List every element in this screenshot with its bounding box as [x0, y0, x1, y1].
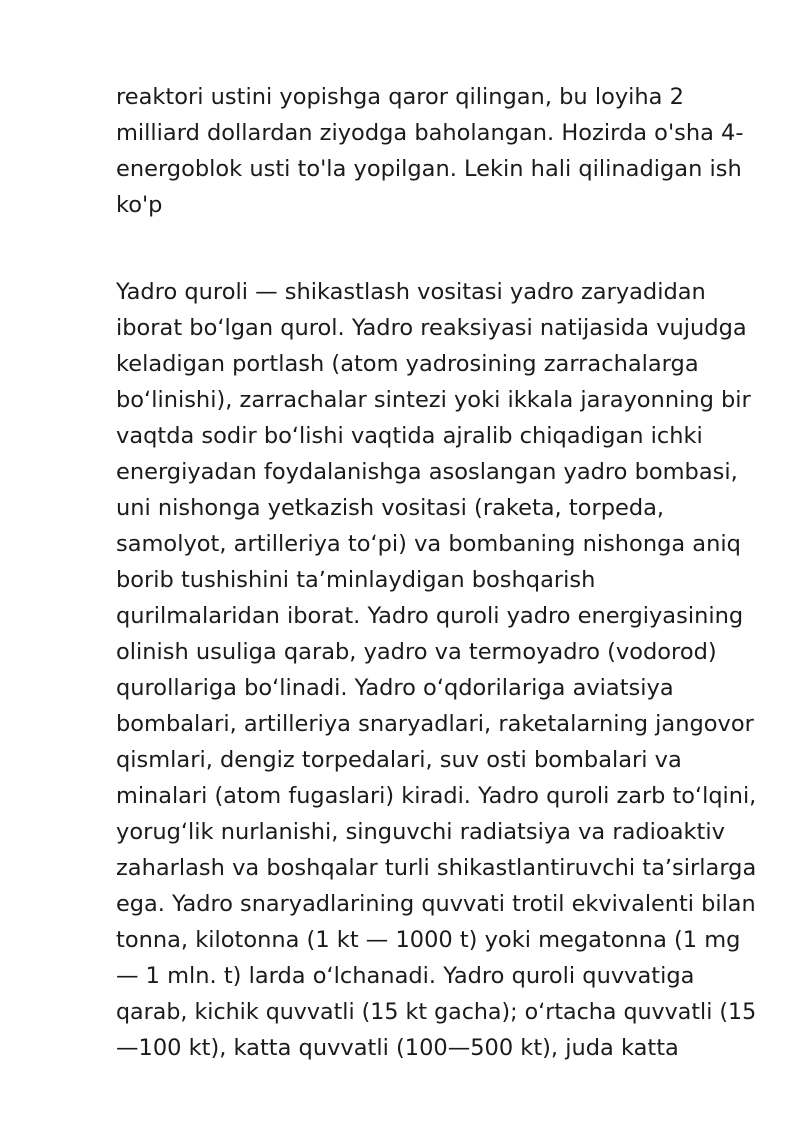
text-line: samolyot, artilleriya toʻpi) va bombaning nishonga aniq: [116, 531, 741, 557]
text-line: boʻlinishi), zarrachalar sintezi yoki ikkala jarayonning bir: [116, 387, 751, 413]
text-line: qismlari, dengiz torpedalari, suv osti bombalari va: [116, 747, 682, 773]
text-line: qurilmalaridan iborat. Yadro quroli yadro energiyasining: [116, 603, 744, 629]
text-line: bombalari, artilleriya snaryadlari, raketalarning jangovor: [116, 711, 754, 737]
text-line: milliard dollardan ziyodga baholangan. Hozirda o'sha 4-: [116, 120, 744, 146]
text-line: reaktori ustini yopishga qaror qilingan, bu loyiha 2: [116, 84, 684, 110]
text-line: keladigan portlash (atom yadrosining zarrachalarga: [116, 351, 699, 377]
text-line: —100 kt), katta quvvatli (100—500 kt), juda katta: [116, 1035, 679, 1061]
text-line: ko'p: [116, 192, 163, 218]
text-line: energoblok usti to'la yopilgan. Lekin hali qilinadigan ish: [116, 156, 742, 182]
text-line: iborat boʻlgan qurol. Yadro reaksiyasi natijasida vujudga: [116, 315, 747, 341]
paragraph-chernobyl-continuation: [116, 79, 756, 223]
text-line: yorugʻlik nurlanishi, singuvchi radiatsiya va radioaktiv: [116, 819, 725, 845]
text-line: uni nishonga yetkazish vositasi (raketa, torpeda,: [116, 495, 665, 521]
text-line: Yadro quroli — shikastlash vositasi yadro zaryadidan: [116, 279, 706, 305]
text-line: energiyadan foydalanishga asoslangan yadro bombasi,: [116, 459, 738, 485]
text-line: qarab, kichik quvvatli (15 kt gacha); oʻrtacha quvvatli (15: [116, 999, 757, 1025]
text-line: qurollariga boʻlinadi. Yadro oʻqdorilariga aviatsiya: [116, 675, 674, 701]
text-line: olinish usuliga qarab, yadro va termoyadro (vodorod): [116, 639, 717, 665]
text-line: vaqtda sodir boʻlishi vaqtida ajralib chiqadigan ichki: [116, 423, 703, 449]
text-line: tonna, kilotonna (1 kt — 1000 t) yoki megatonna (1 mg: [116, 927, 741, 953]
text-line: zaharlash va boshqalar turli shikastlantiruvchi taʼsirlarga: [116, 855, 757, 881]
text-line: borib tushishini taʼminlaydigan boshqarish: [116, 567, 596, 593]
text-line: minalari (atom fugaslari) kiradi. Yadro quroli zarb toʻlqini,: [116, 783, 757, 809]
text-line: ega. Yadro snaryadlarining quvvati trotil ekvivalenti bilan: [116, 891, 756, 917]
paragraph-nuclear-weapon: [116, 274, 756, 1066]
text-line: — 1 mln. t) larda oʻlchanadi. Yadro quroli quvvatiga: [116, 963, 695, 989]
